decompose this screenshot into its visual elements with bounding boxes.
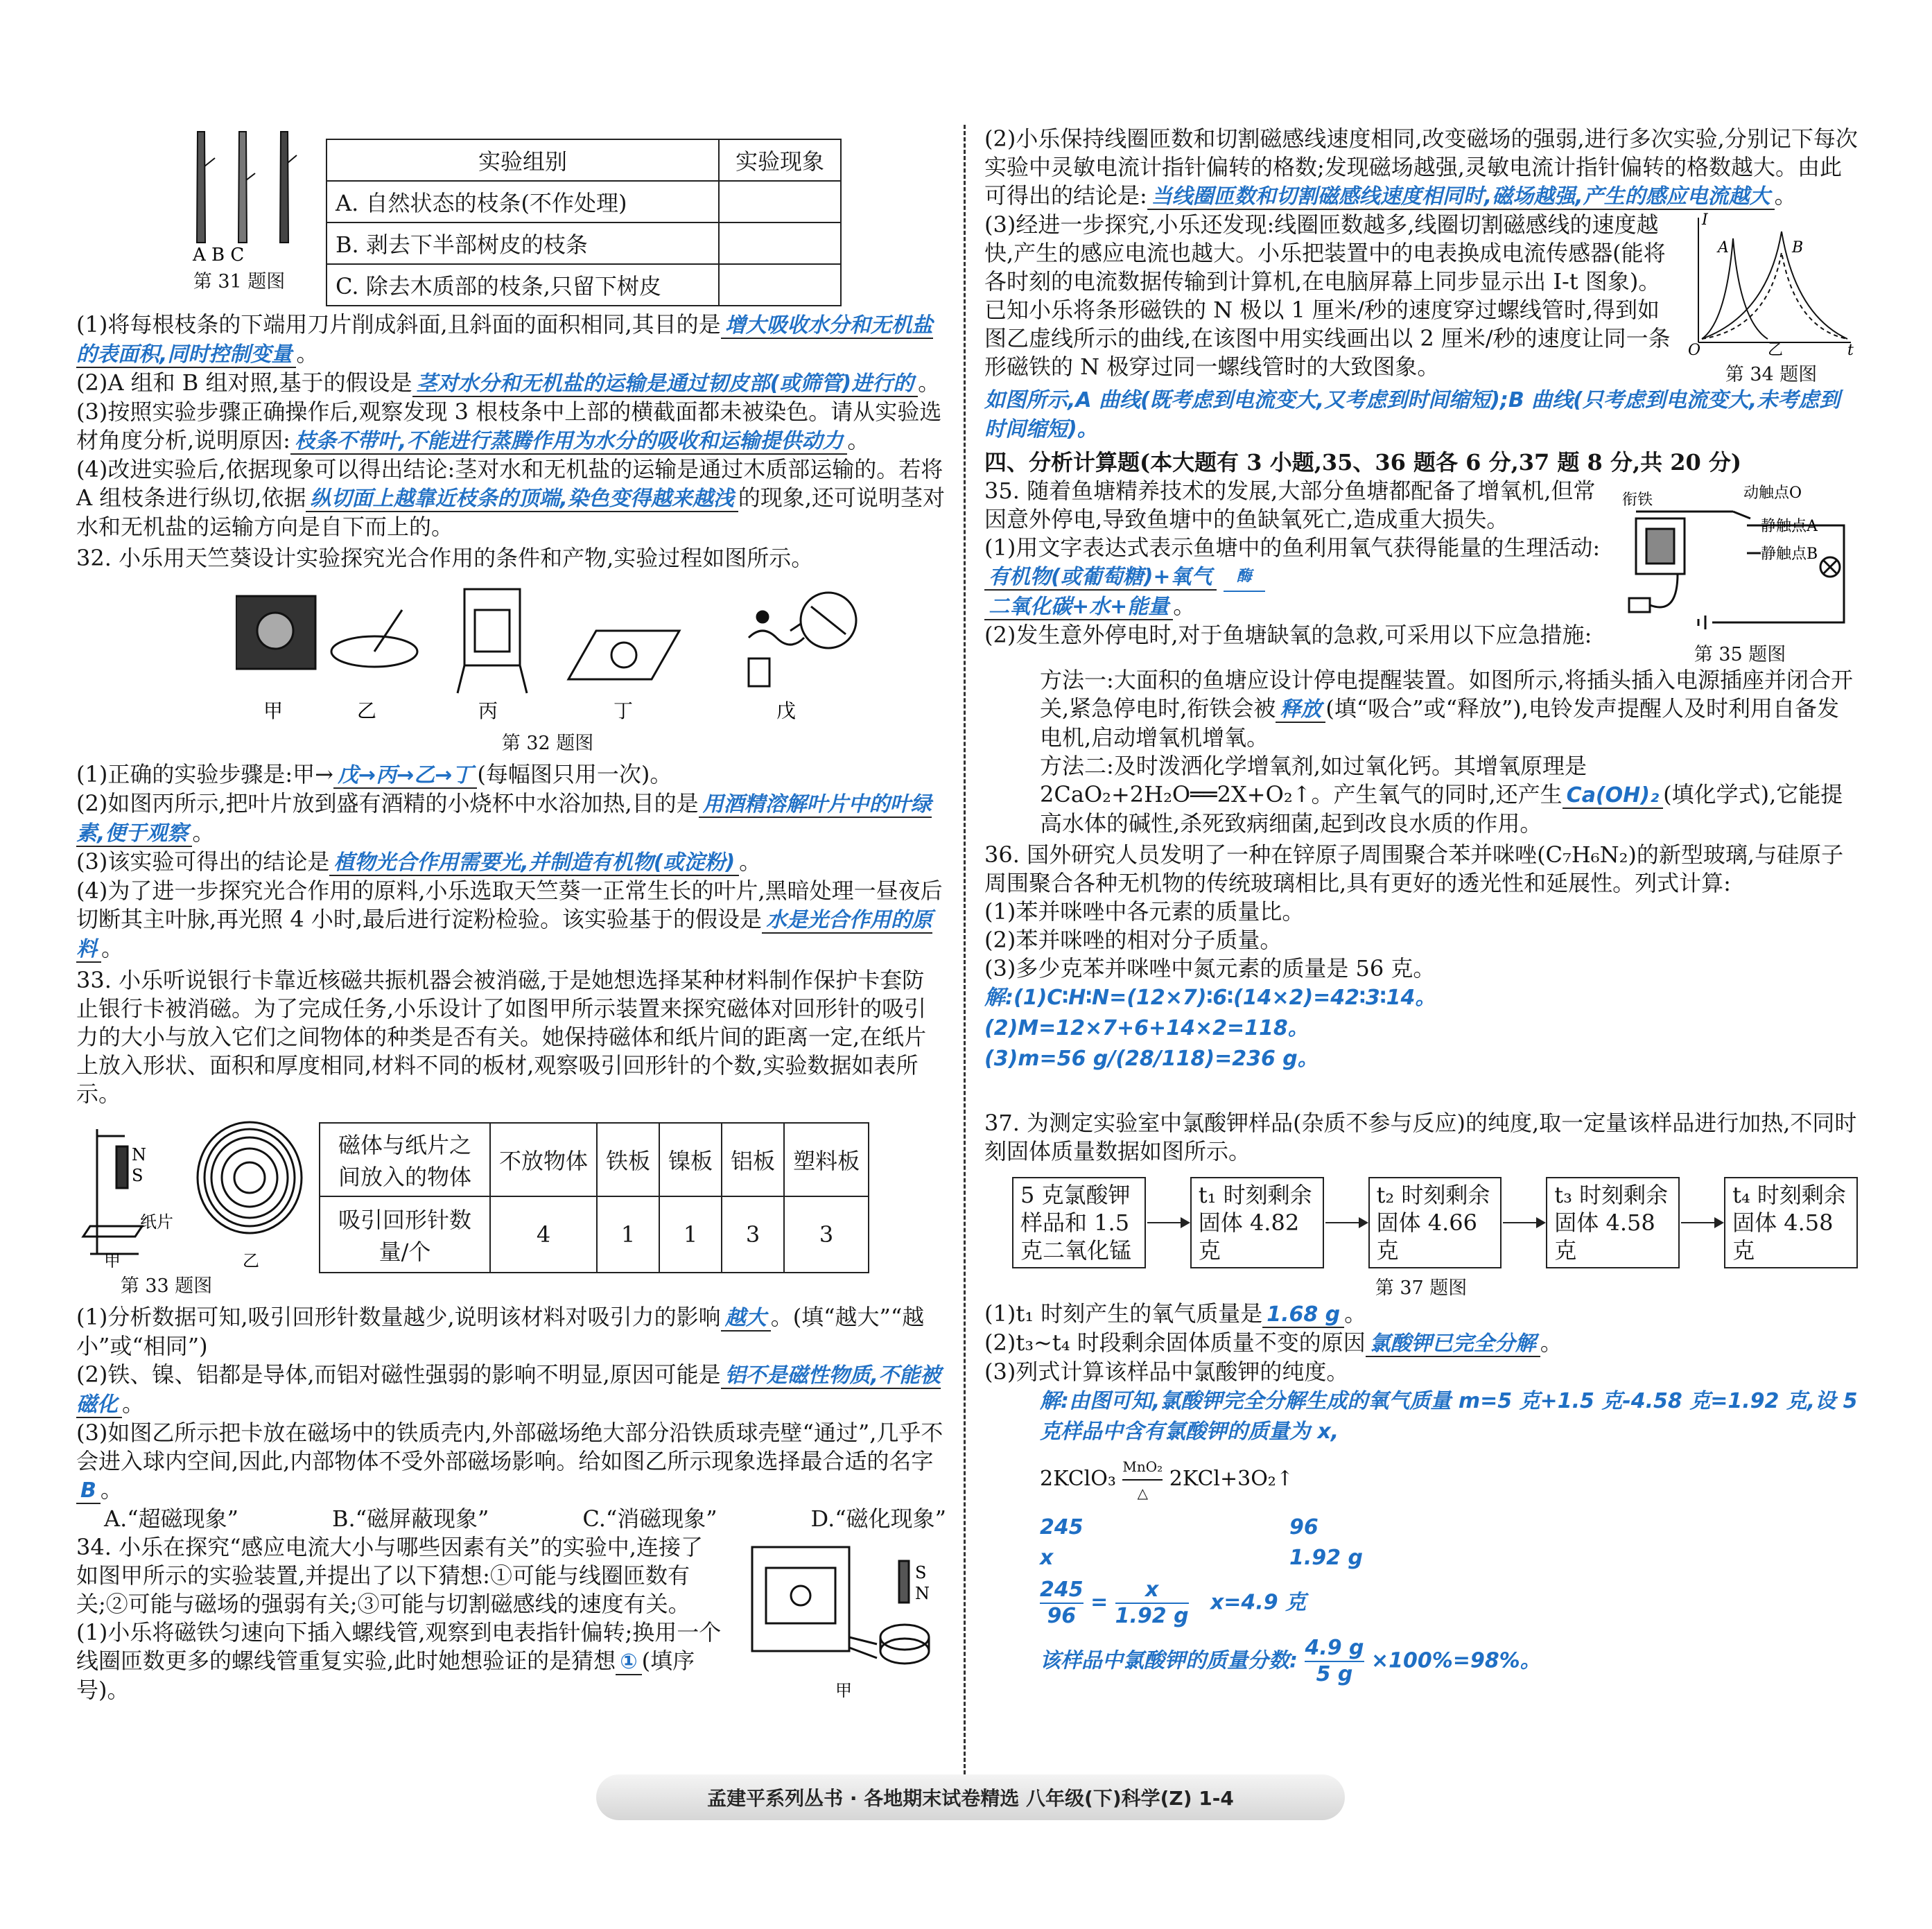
q36-solution1: 解:(1)C∶H∶N=(12×7)∶6∶(14×2)=42∶3∶14。: [984, 986, 1436, 1010]
q32-p1b-text: (每幅图只用一次)。: [477, 761, 672, 787]
q32-label-yi: 乙: [357, 699, 377, 721]
q37-frac2-top: x: [1115, 1578, 1189, 1604]
q36-solution3: (3)m=56 g/(28/118)=236 g。: [984, 1047, 1319, 1071]
q33-p2-text: (2)铁、镍、铝都是导体,而铝对磁性强弱的影响不明显,原因可能是: [76, 1361, 721, 1388]
branches-illustration: [173, 125, 305, 263]
q34-part2: (2)小乐保持线圈匝数和切割磁感线速度相同,改变磁场的强弱,进行多次实验,分别记下每次实验中灵敏电流计指针偏转的格数;发现磁场越强,灵敏电流计指针偏转的格数越大。由此可得出的结论是: 当线圈匝数和切割磁感线速度相同时,磁场越强,产生的感应电流越大 。: [984, 125, 1858, 209]
q34-stem: 34. 小乐在探究“感应电流大小与哪些因素有关”的实验中,连接了如图甲所示的实验装置,并提出了以下猜想:①可能与线圈匝数有关;②可能与磁场的强弱有关;③可能与切割磁感线的速度有关。: [76, 1534, 703, 1617]
q37-frac1-top: 245: [1040, 1578, 1084, 1604]
q33-answer3: B: [76, 1478, 101, 1504]
q35-m1a-text: 方法一:大面积的鱼塘应设计停电提醒装置。如图所示,将插头插入电源插座并闭合开关,紧急停电时,衔铁会被: [1040, 667, 1853, 722]
q35-block: [984, 477, 1858, 666]
q37-box-t2: t₂ 时刻剩余固体 4.66 克: [1368, 1177, 1502, 1268]
q32-label-ding: 丁: [613, 699, 634, 721]
q35-part2: (2)发生意外停电时,对于鱼塘缺氧的急救,可采用以下应急措施:: [984, 622, 1592, 648]
q31-p1-text: (1)将每根枝条的下端用刀片削成斜面,且斜面的面积相同,其目的是: [76, 311, 721, 338]
q35-method2: [984, 752, 1858, 838]
q37-stem: 37. 为测定实验室中氯酸钾样品(杂质不参与反应)的纯度,取一定量该样品进行加热,不同时刻固体质量数据如图所示。: [984, 1110, 1857, 1164]
q32-p2-text: (2)如图丙所示,把叶片放到盛有酒精的小烧杯中水浴加热,目的是: [76, 790, 699, 817]
q31-th-phenomenon: 实验现象: [719, 139, 841, 181]
q33-val-iron: 1: [597, 1196, 659, 1273]
q37-arrow: [1147, 1222, 1189, 1223]
q33-val-aluminum: 3: [722, 1196, 784, 1273]
q35-caption: 第 35 题图: [1694, 644, 1786, 665]
q33-answer1: 越大: [721, 1306, 771, 1332]
q37-box-t3: t₃ 时刻剩余固体 4.58 克: [1546, 1177, 1680, 1268]
q35-answer1b: 二氧化碳+水+能量: [984, 595, 1173, 620]
q37-frac2-bottom: 1.92 g: [1115, 1604, 1189, 1628]
q33-fig-yi: 乙: [243, 1251, 259, 1268]
q35-answer3: Ca(OH)₂: [1563, 783, 1663, 809]
q33-fig-n: N: [132, 1145, 146, 1164]
q37-frac1: [1040, 1578, 1084, 1629]
q37-final-top: 4.9 g: [1305, 1636, 1364, 1662]
q31-answer1: 增大吸收水分和无机盐的表面积,同时控制变量: [76, 313, 933, 367]
q32-part3: (3)该实验可得出的结论是 植物光合作用需要光,并制造有机物(或淀粉) 。: [76, 848, 762, 875]
q33-stem: 33. 小乐听说银行卡靠近核磁共振机器会被消磁,于是她想选择某种材料制作保护卡套防止银行卡被消磁。为了完成任务,小乐设计了如图甲所示装置来探究磁体对回形针的吸引力的大小与放入它们之间物体的种类是否有关。她保持磁体和纸片间的距离一定,在纸片上放入形状、面积和厚度相同,材料不同的板材,观察吸引回形针的个数,实验数据如表所示。: [76, 967, 927, 1107]
q34-circuit-illustration: [738, 1533, 946, 1707]
q32-p3-text: (3)该实验可得出的结论是: [76, 848, 330, 875]
q37-final-frac: [1305, 1636, 1364, 1687]
q35-m2b-text: (填化学式),它能提高水体的碱性,杀死致病细菌,起到改良水质的作用。: [1040, 781, 1843, 837]
q31-figure: [173, 125, 305, 293]
q35-answer1-condition: 酶: [1224, 562, 1265, 592]
q32-answer4: 水是光合作用的原料: [76, 908, 933, 961]
q31-p2-text: (2)A 组和 B 组对照,基于的假设是: [76, 369, 412, 396]
q32-figure: [236, 582, 946, 755]
q34-caption: 第 34 题图: [1725, 364, 1818, 385]
q34-p1-text: (1)小乐将磁铁匀速向下插入螺线管,观察到电表指针偏转;换用一个线圈匝数更多的螺线管重复实验,此时她想验证的是猜想: [76, 1619, 722, 1674]
q35-answer1-line: [984, 562, 1608, 592]
q33-fig-s: S: [132, 1166, 143, 1185]
q36-stem: 36. 国外研究人员发明了一种在锌原子周围聚合苯并咪唑(C₇H₆N₂)的新型玻璃,与硅原子周围聚合各种无机物的传统玻璃相比,具有更好的透光性和延展性。列式计算:: [984, 841, 1844, 896]
q37-result: x=4.9 克: [1210, 1590, 1307, 1615]
q33-answer2: 铝不是磁性物质,不能被磁化: [76, 1363, 941, 1417]
q37-final: [984, 1636, 1858, 1687]
q32-part4: (4)为了进一步探究光合作用的原料,小乐选取天竺葵一正常生长的叶片,黑暗处理一昼夜后切断其主叶脉,再光照 4 小时,最后进行淀粉检验。该实验基于的假设是 水是光合作用的原料 。: [76, 878, 943, 961]
q37-proportion: $\frac{245}{96}$ = $\frac{x}{1.92 g}$ x=4.9 克: [1040, 1578, 1307, 1628]
relay-armature-label: 衔铁: [1622, 491, 1653, 509]
q32-p1a-text: (1)正确的实验步骤是:甲→: [76, 761, 333, 787]
q32-stem: 32. 小乐用天竺葵设计实验探究光合作用的条件和产物,实验过程如图所示。: [76, 545, 814, 571]
q35-figure: [1622, 477, 1858, 666]
q31-fig-labels: A B C: [193, 245, 245, 263]
right-column: [984, 125, 1858, 1687]
q36-q1: (1)苯并咪唑中各元素的质量比。: [984, 898, 1305, 925]
q37-box-t1: t₁ 时刻剩余固体 4.82 克: [1190, 1177, 1324, 1268]
graph-b-label: B: [1792, 239, 1804, 256]
q35-method1: [984, 666, 1858, 752]
q37-part1: (1)t₁ 时刻产生的氧气质量是 1.68 g 。: [984, 1300, 1367, 1327]
q33-caption: 第 33 题图: [120, 1275, 213, 1297]
magnet-paperclip-illustration: [76, 1115, 305, 1268]
page-footer: 孟建平系列丛书 · 各地期末试卷精选 八年级(下)科学(Z) 1-4: [596, 1774, 1345, 1820]
q32-caption: 第 32 题图: [501, 733, 594, 754]
q37-frac2: [1115, 1578, 1189, 1629]
q33-figure-row: [76, 1115, 946, 1298]
q33-fig-paper: 纸片: [140, 1212, 173, 1232]
q31-cell-empty: [719, 181, 841, 222]
photosynthesis-steps-illustration: [236, 582, 860, 721]
q31-answer4: 纵切面上越靠近枝条的顶端,染色变得越来越浅: [306, 487, 738, 512]
q31-row-c: C. 除去木质部的枝条,只留下树皮: [327, 264, 719, 306]
q32-part1: [76, 760, 946, 789]
q37-eq-right: 2KCl+3O₂↑: [1169, 1467, 1294, 1491]
relay-contact-a-label: 静触点A: [1761, 518, 1818, 535]
q37-eq-left: 2KClO₃: [1040, 1467, 1116, 1491]
q33-th-nickel: 镍板: [659, 1123, 722, 1196]
q31-part3: (3)按照实验步骤正确操作后,观察发现 3 根枝条中上部的横截面都未被染色。请从实验选材角度分析,说明原因: 枝条不带叶,不能进行蒸腾作用为水分的吸收和运输提供动力 。: [76, 399, 942, 453]
q35-part1: (1)用文字表达式表示鱼塘中的鱼利用氧气获得能量的生理活动:: [984, 534, 1601, 561]
graph-a-label: A: [1718, 239, 1729, 256]
q33-p1-text: (1)分析数据可知,吸引回形针数量越少,说明该材料对吸引力的影响: [76, 1304, 721, 1330]
q33-th-plastic: 塑料板: [784, 1123, 869, 1196]
q31-p4a-text: (4)改进实验后,依据现象可以得出结论:茎对水和无机盐的运输是通过木质部运输的。若将 A 组枝条进行纵切,依据: [76, 456, 943, 511]
q32-part2: (2)如图丙所示,把叶片放到盛有酒精的小烧杯中水浴加热,目的是 用酒精溶解叶片中的叶绿素,便于观察 。: [76, 790, 932, 846]
q35-answer1a: 有机物(或葡萄糖)+氧气: [984, 565, 1217, 591]
q37-answer1: 1.68 g: [1262, 1302, 1344, 1328]
graph-i-label: I: [1702, 211, 1708, 229]
q33-fig-jia: 甲: [104, 1251, 121, 1268]
graph-t-label: t: [1847, 342, 1854, 356]
q33-option-b: B.“磁屏蔽现象”: [331, 1505, 489, 1532]
q37-frac1-bottom: 96: [1047, 1604, 1077, 1628]
q33-th-none: 不放物体: [490, 1123, 597, 1196]
q34-answer2: 当线圈匝数和切割磁感线速度相同时,磁场越强,产生的感应电流越大: [1147, 184, 1775, 210]
q32-label-bing: 丙: [478, 699, 498, 721]
q37-answer2: 氯酸钾已完全分解: [1366, 1332, 1540, 1357]
q33-th-iron: 铁板: [597, 1123, 659, 1196]
left-column: [76, 125, 946, 1707]
relay-contact-b-label: 静触点B: [1761, 545, 1818, 563]
q37-val-192: 1.92 g: [1289, 1546, 1363, 1570]
q37-solution-intro: 解:由图可知,氯酸钾完全分解生成的氧气质量 m=5 克+1.5 克-4.58 克=1.92 克,设 5 克样品中含有氯酸钾的质量为 x,: [1040, 1389, 1858, 1444]
q33-p3-text: (3)如图乙所示把卡放在磁场中的铁质壳内,外部磁场绝大部分沿铁质球壳壁“通过”,几乎不会进入球内空间,因此,内部物体不受外部磁场影响。给如图乙所示现象选择最合适的名字: [76, 1420, 943, 1474]
q36-q2: (2)苯并咪唑的相对分子质量。: [984, 927, 1282, 953]
q37-caption: 第 37 题图: [1375, 1277, 1468, 1299]
q33-part1: [76, 1303, 946, 1361]
q33-val-plastic: 3: [784, 1196, 869, 1273]
q37-final-text: 该样品中氯酸钾的质量分数:: [1040, 1648, 1298, 1673]
q33-p1b-text: 。(填“越大”“越小”或“相同”): [76, 1304, 925, 1359]
q31-cell-empty: [719, 222, 841, 264]
relay-contact-o-label: 动触点O: [1743, 485, 1802, 502]
q37-ratio-grid: [984, 1512, 1858, 1573]
q31-caption: 第 31 题图: [193, 271, 286, 293]
q33-th-aluminum: 铝板: [722, 1123, 784, 1196]
q34-part3: (3)经进一步探究,小乐还发现:线圈匝数越多,线圈切割磁感线的速度越快,产生的感应电流也越大。小乐把装置中的电表换成电流传感器(能将各时刻的电流数据传输到计算机,在电脑屏幕上同步显示出 I-t 图象)。已知小乐将条形磁铁的 N 极以 1 厘米/秒的速度穿过螺线管时,得到如图乙虚线所示的曲线,在该图中用实线画出以 2 厘米/秒的速度让同一条形磁铁的 N 极穿过同一螺线管时的大致图象。: [984, 211, 1671, 380]
q31-part2: (2)A 组和 B 组对照,基于的假设是 茎对水分和无机盐的运输是通过韧皮部(或筛管)进行的 。: [76, 369, 941, 396]
q33-table: [319, 1122, 869, 1273]
q32-label-jia: 甲: [263, 699, 284, 721]
q37-equation: [984, 1454, 1858, 1505]
q36-solution2: (2)M=12×7+6+14×2=118。: [984, 1016, 1309, 1040]
q37-mass-96: 96: [1289, 1515, 1319, 1539]
q33-val-none: 4: [490, 1196, 597, 1273]
q31-part4: [76, 455, 946, 541]
graph-o-label: O: [1688, 342, 1701, 356]
q31-row-a: A. 自然状态的枝条(不作处理): [327, 181, 719, 222]
column-divider: [964, 125, 966, 1774]
q37-eq-catalyst: MnO₂: [1122, 1454, 1163, 1481]
q37-p1-text: (1)t₁ 时刻产生的氧气质量是: [984, 1300, 1263, 1327]
q37-eq-heat: △: [1137, 1485, 1148, 1501]
q33-option-a: A.“超磁现象”: [104, 1505, 239, 1532]
q37-p2-text: (2)t₃~t₄ 时段剩余固体质量不变的原因: [984, 1329, 1366, 1356]
q32-answer3: 植物光合作用需要光,并制造有机物(或淀粉): [329, 850, 739, 876]
q33-option-d: D.“磁化现象”: [810, 1505, 946, 1532]
q37-final-result: ×100%=98%。: [1370, 1648, 1541, 1673]
q37-arrow: [1325, 1222, 1367, 1223]
q37-flow-diagram: [1012, 1177, 1858, 1268]
section4-heading: 四、分析计算题(本大题有 3 小题,35、36 题各 6 分,37 题 8 分,共 20 分): [984, 449, 1742, 475]
q31-answer3: 枝条不带叶,不能进行蒸腾作用为水分的吸收和运输提供动力: [290, 429, 847, 455]
q33-part2: (2)铁、镍、铝都是导体,而铝对磁性强弱的影响不明显,原因可能是 铝不是磁性物质,不能被磁化 。: [76, 1361, 941, 1417]
q33-th-object: 磁体与纸片之间放入的物体: [320, 1123, 490, 1196]
q34-part3-block: [984, 211, 1858, 386]
q34-graph: [1685, 211, 1858, 386]
q35-m2a-text: 方法二:及时泼洒化学增氧剂,如过氧化钙。其增氧原理是 2CaO₂+2H₂O══2X+O₂↑。产生氧气的同时,还产生: [1040, 753, 1587, 808]
q34-fig-s: S: [915, 1563, 927, 1582]
i-t-graph: [1685, 211, 1858, 356]
q35-m1b-text: (填“吸合”或“释放”),电铃发声提醒人及时利用自备发电机,启动增氧机增氧。: [1040, 695, 1839, 751]
q33-row-label: 吸引回形针数量/个: [320, 1196, 490, 1273]
q31-table: [326, 139, 842, 306]
q37-box-t4: t₄ 时刻剩余固体 4.58 克: [1724, 1177, 1858, 1268]
q32-p4-text: (4)为了进一步探究光合作用的原料,小乐选取天竺葵一正常生长的叶片,黑暗处理一昼夜后切断其主叶脉,再光照 4 小时,最后进行淀粉检验。该实验基于的假设是: [76, 878, 943, 932]
q34-fig-n: N: [915, 1584, 930, 1603]
q31-figure-row: [173, 125, 946, 306]
q35-stem: 35. 随着鱼塘精养技术的发展,大部分鱼塘都配备了增氧机,但常因意外停电,导致鱼塘中的鱼缺氧死亡,造成重大损失。: [984, 478, 1596, 532]
q32-answer1: 戊→丙→乙→丁: [333, 763, 477, 789]
q35-answer1b-line: 二氧化碳+水+能量 。: [984, 592, 1608, 621]
q37-part2: (2)t₃~t₄ 时段剩余固体质量不变的原因 氯酸钾已完全分解 。: [984, 1329, 1563, 1356]
q33-part3: (3)如图乙所示把卡放在磁场中的铁质壳内,外部磁场绝大部分沿铁质球壳壁“通过”,几乎不会进入球内空间,因此,内部物体不受外部磁场影响。给如图乙所示现象选择最合适的名字B 。: [76, 1420, 943, 1503]
q35-answer2: 释放: [1276, 697, 1325, 723]
q31-answer2: 茎对水分和无机盐的运输是通过韧皮部(或筛管)进行的: [412, 372, 918, 397]
q31-cell-empty: [719, 264, 841, 306]
q34-part1: [76, 1618, 724, 1704]
q37-final-bottom: 5 g: [1316, 1662, 1353, 1686]
q34-p1b-text: (填序号)。: [76, 1648, 695, 1703]
q34-answer3: 如图所示,A 曲线(既考虑到电流变大,又考虑到时间缩短);B 曲线(只考虑到电流变大,未考虑到时间缩短)。: [984, 388, 1840, 442]
q34-block: [76, 1533, 946, 1707]
q37-var-x: x: [1040, 1546, 1054, 1570]
q33-option-c: C.“消磁现象”: [582, 1505, 717, 1532]
relay-circuit-illustration: [1622, 477, 1858, 636]
q31-th-group: 实验组别: [327, 139, 719, 181]
q37-box-initial: 5 克氯酸钾样品和 1.5 克二氧化锰: [1012, 1177, 1146, 1268]
q37-arrow: [1681, 1222, 1723, 1223]
q31-part1: (1)将每根枝条的下端用刀片削成斜面,且斜面的面积相同,其目的是 增大吸收水分和无机盐的表面积,同时控制变量 。: [76, 311, 933, 367]
q34-p2-text: (2)小乐保持线圈匝数和切割磁感线速度相同,改变磁场的强弱,进行多次实验,分别记下每次实验中灵敏电流计指针偏转的格数;发现磁场越强,灵敏电流计指针偏转的格数越大。由此可得出的结论是:: [984, 125, 1858, 209]
q33-options: [76, 1505, 946, 1533]
q37-part3: (3)列式计算该样品中氯酸钾的纯度。: [984, 1359, 1349, 1385]
q33-val-nickel: 1: [659, 1196, 722, 1273]
q32-answer2: 用酒精溶解叶片中的叶绿素,便于观察: [76, 792, 932, 846]
q31-p3-text: (3)按照实验步骤正确操作后,观察发现 3 根枝条中上部的横截面都未被染色。请从实验选材角度分析,说明原因:: [76, 399, 942, 453]
q31-row-b: B. 剥去下半部树皮的枝条: [327, 222, 719, 264]
q31-p4b-text: 的现象,还可说明茎对水和无机盐的运输方向是自下而上的。: [76, 485, 946, 540]
q34-fig-label: 甲: [835, 1681, 852, 1700]
q33-figure: [76, 1115, 305, 1298]
q32-label-wu: 戊: [776, 699, 797, 721]
q37-mass-245: 245: [1040, 1515, 1084, 1539]
q37-arrow: [1503, 1222, 1544, 1223]
q37-eq-condition: [1122, 1454, 1163, 1505]
q34-answer1: ①: [616, 1650, 641, 1675]
q36-q3: (3)多少克苯并咪唑中氮元素的质量是 56 克。: [984, 955, 1436, 981]
graph-name: 乙: [1768, 342, 1784, 356]
